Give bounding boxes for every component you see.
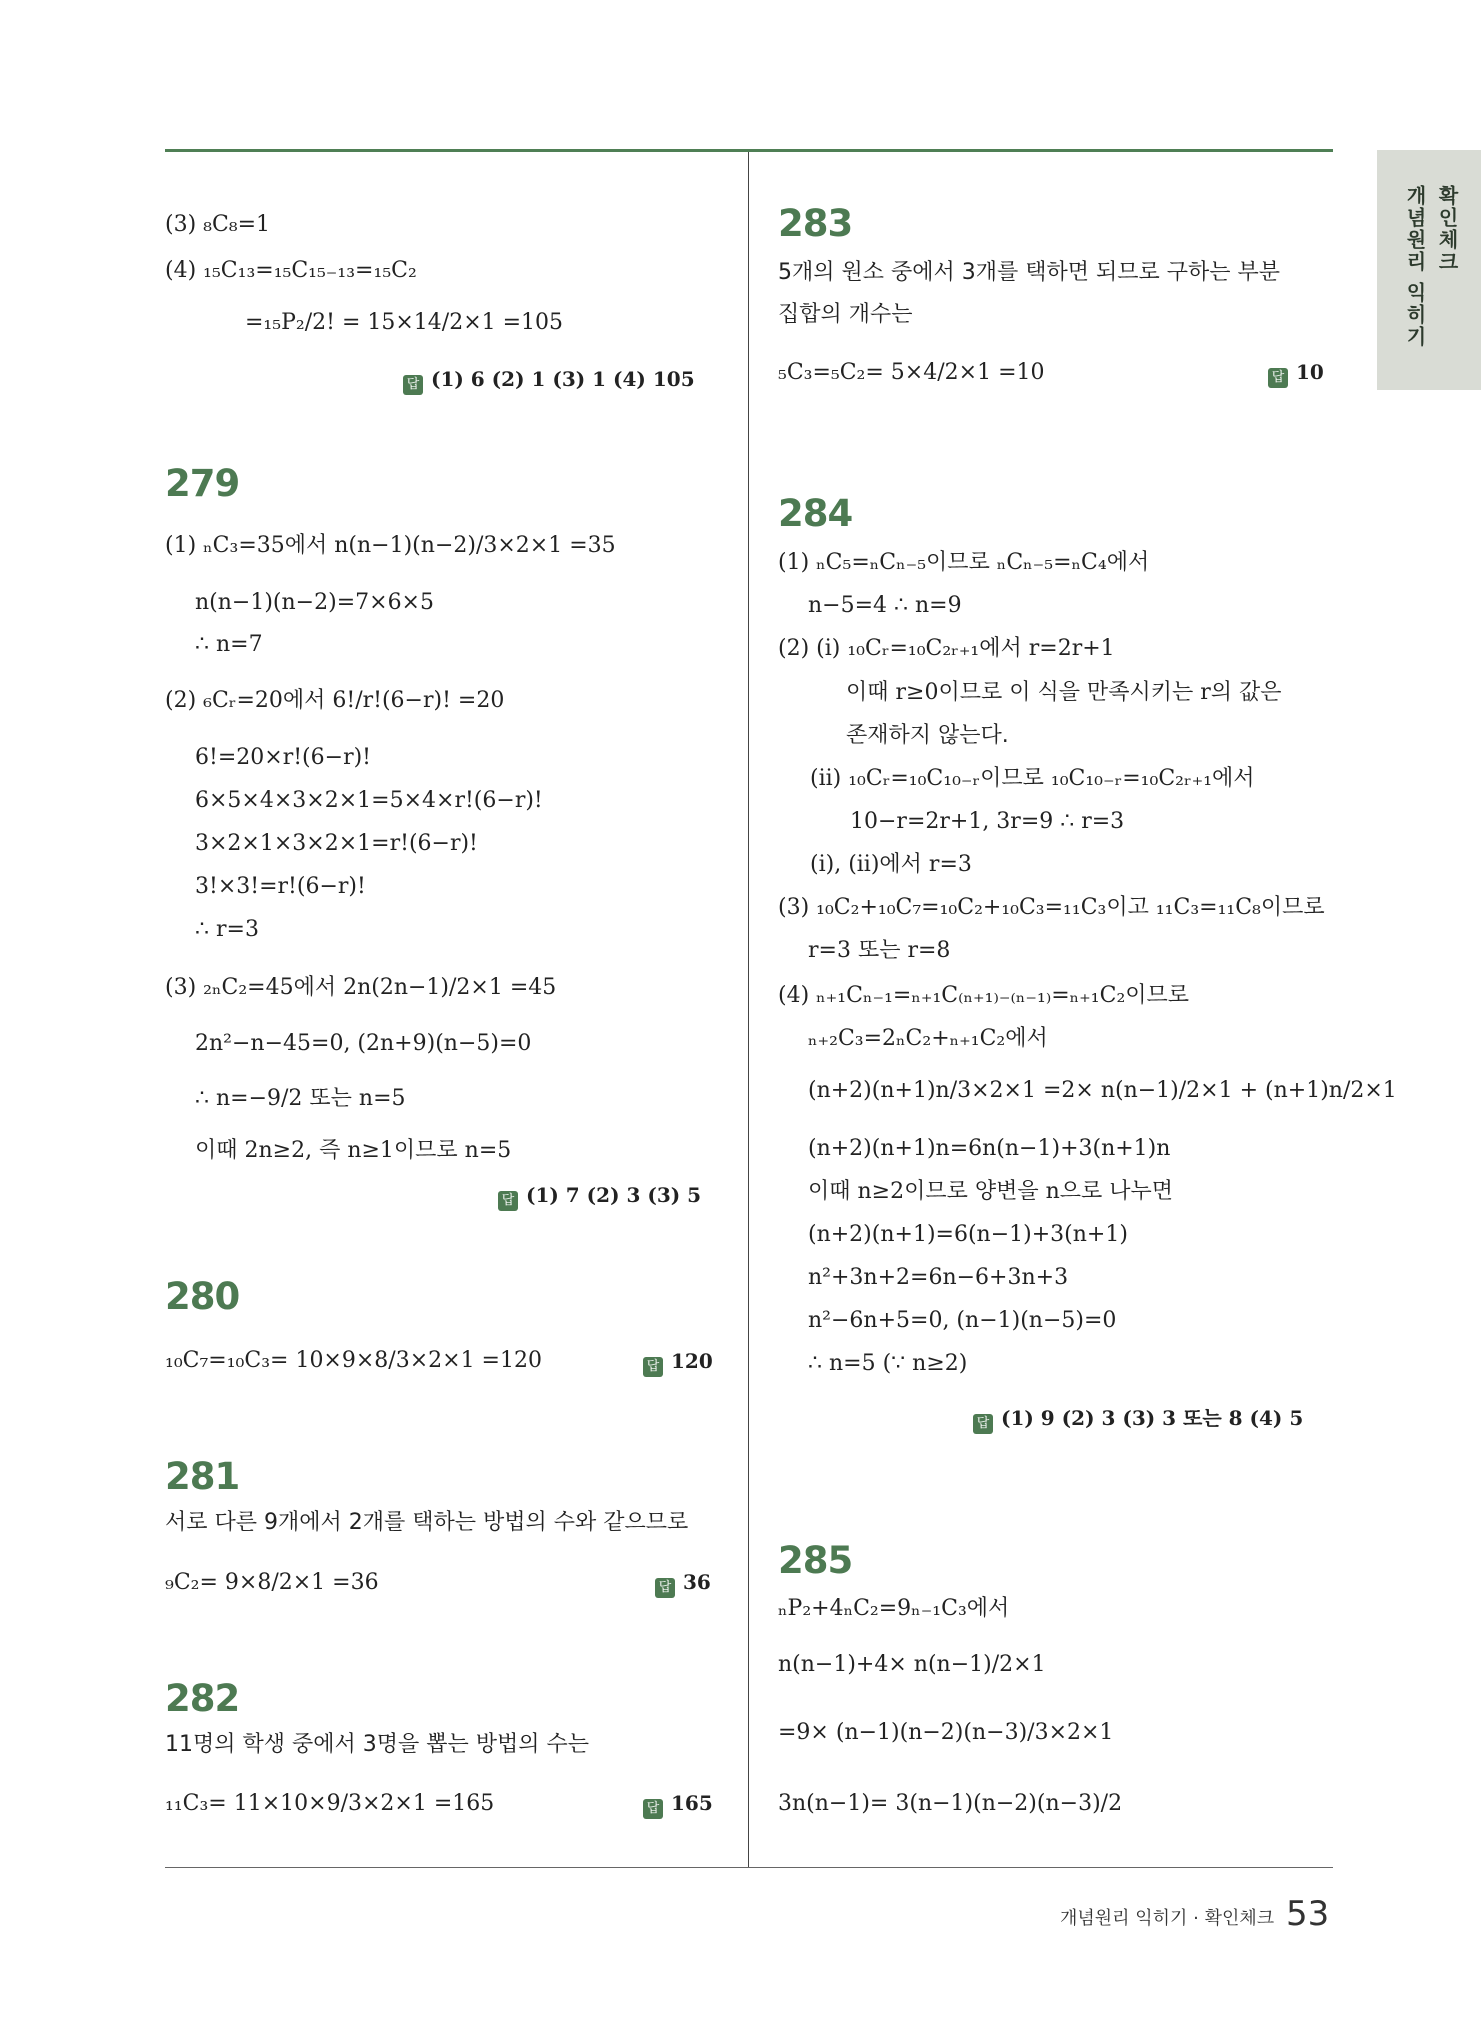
- math-line: (4) ₙ₊₁Cₙ₋₁=ₙ₊₁C₍ₙ₊₁₎₋₍ₙ₋₁₎=ₙ₊₁C₂이므로: [778, 983, 1190, 1008]
- answer-line: 답 (1) 9 (2) 3 (3) 3 또는 8 (4) 5: [973, 1408, 1303, 1434]
- math-line: ₉C₂= 9×8/2×1 =36: [165, 1570, 379, 1595]
- math-line: (1) ₙC₃=35에서 n(n−1)(n−2)/3×2×1 =35: [165, 533, 616, 558]
- text-line: 5개의 원소 중에서 3개를 택하면 되므로 구하는 부분: [778, 260, 1280, 285]
- problem-number: 282: [165, 1677, 240, 1720]
- answer-badge-icon: 답: [1268, 368, 1288, 388]
- problem-number: 280: [165, 1275, 240, 1318]
- math-line: n²−6n+5=0, (n−1)(n−5)=0: [808, 1308, 1117, 1333]
- column-divider: [748, 152, 749, 1868]
- text-line: 서로 다른 9개에서 2개를 택하는 방법의 수와 같으므로: [165, 1510, 689, 1535]
- problem-number: 279: [165, 462, 240, 505]
- top-rule: [165, 149, 1333, 152]
- math-line: n(n−1)+4× n(n−1)/2×1: [778, 1652, 1046, 1677]
- math-line: ∴ r=3: [195, 917, 259, 942]
- math-line: (ii) ₁₀Cᵣ=₁₀C₁₀₋ᵣ이므로 ₁₀C₁₀₋ᵣ=₁₀C₂ᵣ₊₁에서: [810, 766, 1255, 791]
- math-line: r=3 또는 r=8: [808, 938, 951, 963]
- math-line: (n+2)(n+1)=6(n−1)+3(n+1): [808, 1222, 1128, 1247]
- problem-number: 283: [778, 202, 853, 245]
- answer-line: 답 (1) 7 (2) 3 (3) 5: [498, 1185, 701, 1211]
- side-tab-line1: 확인체크: [1435, 185, 1459, 273]
- math-line: n(n−1)(n−2)=7×6×5: [195, 590, 434, 615]
- text-line: 존재하지 않는다.: [846, 723, 1009, 748]
- bottom-rule: [165, 1867, 1333, 1868]
- math-line: ₙP₂+4ₙC₂=9ₙ₋₁C₃에서: [778, 1596, 1010, 1621]
- math-line: ₅C₃=₅C₂= 5×4/2×1 =10: [778, 360, 1045, 385]
- math-line: (1) ₙC₅=ₙCₙ₋₅이므로 ₙCₙ₋₅=ₙC₄에서: [778, 550, 1150, 575]
- math-line: (n+2)(n+1)n=6n(n−1)+3(n+1)n: [808, 1136, 1171, 1161]
- math-line: 10−r=2r+1, 3r=9 ∴ r=3: [850, 809, 1125, 834]
- math-line: (2) ₆Cᵣ=20에서 6!/r!(6−r)! =20: [165, 688, 505, 713]
- problem-number: 285: [778, 1539, 853, 1582]
- answer-badge-icon: 답: [643, 1799, 663, 1819]
- answer-badge-icon: 답: [655, 1578, 675, 1598]
- math-line: n−5=4 ∴ n=9: [808, 593, 962, 618]
- text-line: 11명의 학생 중에서 3명을 뽑는 방법의 수는: [165, 1732, 589, 1757]
- page-number: 53: [1286, 1894, 1330, 1934]
- math-line: 3n(n−1)= 3(n−1)(n−2)(n−3)/2: [778, 1791, 1123, 1816]
- math-line: 3×2×1×3×2×1=r!(6−r)!: [195, 831, 478, 856]
- math-line: ∴ n=5 (∵ n≥2): [808, 1351, 968, 1376]
- math-line: (3) ₈C₈=1: [165, 212, 271, 237]
- answer-badge-icon: 답: [498, 1191, 518, 1211]
- math-line: n²+3n+2=6n−6+3n+3: [808, 1265, 1069, 1290]
- problem-number: 284: [778, 492, 853, 535]
- math-line: (3) ₂ₙC₂=45에서 2n(2n−1)/2×1 =45: [165, 975, 557, 1000]
- math-line: =9× (n−1)(n−2)(n−3)/3×2×1: [778, 1720, 1114, 1745]
- math-line: (n+2)(n+1)n/3×2×1 =2× n(n−1)/2×1 + (n+1)n/2×1: [808, 1078, 1397, 1103]
- math-line: ∴ n=−9/2 또는 n=5: [195, 1086, 406, 1111]
- math-line: (i), (ii)에서 r=3: [810, 852, 972, 877]
- math-line: 3!×3!=r!(6−r)!: [195, 874, 366, 899]
- answer-badge-icon: 답: [403, 375, 423, 395]
- math-line: 이때 2n≥2, 즉 n≥1이므로 n=5: [195, 1138, 512, 1163]
- math-line: 6×5×4×3×2×1=5×4×r!(6−r)!: [195, 788, 543, 813]
- answer-badge-icon: 답: [973, 1414, 993, 1434]
- side-tab: [1377, 150, 1481, 390]
- math-line: ₁₁C₃= 11×10×9/3×2×1 =165: [165, 1791, 495, 1816]
- math-line: ∴ n=7: [195, 632, 263, 657]
- math-line: (2) (i) ₁₀Cᵣ=₁₀C₂ᵣ₊₁에서 r=2r+1: [778, 636, 1115, 661]
- math-line: (4) ₁₅C₁₃=₁₅C₁₅₋₁₃=₁₅C₂: [165, 258, 417, 283]
- math-line: ₙ₊₂C₃=2ₙC₂+ₙ₊₁C₂에서: [808, 1026, 1048, 1051]
- math-line: 이때 r≥0이므로 이 식을 만족시키는 r의 값은: [846, 680, 1282, 705]
- math-line: 이때 n≥2이므로 양변을 n으로 나누면: [808, 1179, 1174, 1204]
- math-line: =₁₅P₂/2! = 15×14/2×1 =105: [245, 310, 564, 335]
- text-line: 집합의 개수는: [778, 302, 913, 327]
- math-line: (3) ₁₀C₂+₁₀C₇=₁₀C₂+₁₀C₃=₁₁C₃이고 ₁₁C₃=₁₁C₈이므로: [778, 895, 1325, 920]
- answer-line: 답 165: [643, 1793, 713, 1819]
- answer-line: 답 36: [655, 1572, 711, 1598]
- problem-number: 281: [165, 1455, 240, 1498]
- footer-text: 개념원리 익히기 · 확인체크: [1060, 1908, 1275, 1929]
- math-line: 2n²−n−45=0, (2n+9)(n−5)=0: [195, 1031, 532, 1056]
- math-line: 6!=20×r!(6−r)!: [195, 745, 372, 770]
- answer-line: 답 120: [643, 1351, 713, 1377]
- answer-badge-icon: 답: [643, 1357, 663, 1377]
- answer-line: 답 10: [1268, 362, 1324, 388]
- side-tab-line2: 개념원리 익히기: [1403, 185, 1427, 348]
- answer-line: 답 (1) 6 (2) 1 (3) 1 (4) 105: [403, 369, 695, 395]
- math-line: ₁₀C₇=₁₀C₃= 10×9×8/3×2×1 =120: [165, 1348, 542, 1373]
